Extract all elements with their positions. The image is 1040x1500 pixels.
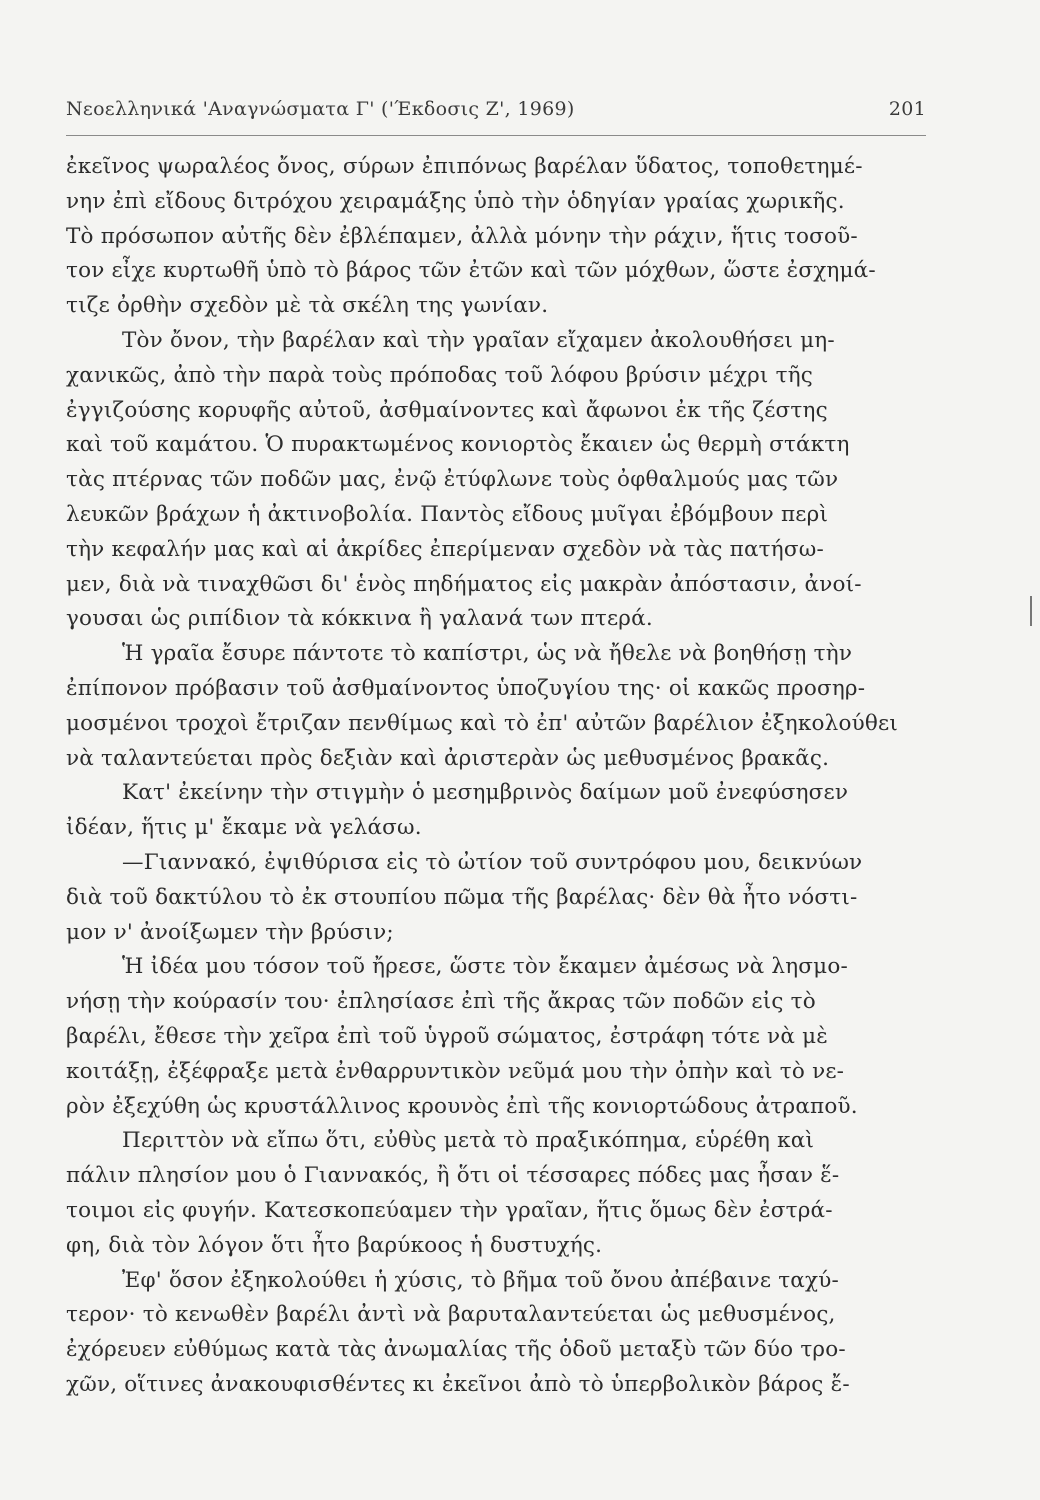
text-line: βαρέλι, ἔθεσε τὴν χεῖρα ἐπὶ τοῦ ὑγροῦ σώματος, ἐστράφη τότε νὰ μὲ: [66, 1023, 828, 1049]
text-line: λευκῶν βράχων ἡ ἀκτινοβολία. Παντὸς εἴδους μυῖγαι ἐβόμβουν περὶ: [66, 501, 829, 527]
running-header: [66, 98, 926, 120]
text-line: τὴν κεφαλήν μας καὶ αἱ ἀκρίδες ἐπερίμεναν σχεδὸν νὰ τὰς πατήσω-: [66, 536, 824, 562]
text-line: —Γιαννακό, ἐψιθύρισα εἰς τὸ ὠτίον τοῦ συντρόφου μου, δεικνύων: [122, 849, 863, 875]
page-number: 201: [888, 98, 926, 120]
running-title: Νεοελληνικά 'Αναγνώσματα Γ' ('Έκδοσις Ζ', 1969): [66, 98, 575, 120]
text-line: ἰδέαν, ἥτις μ' ἔκαμε νὰ γελάσω.: [66, 815, 422, 841]
text-line: Κατ' ἐκείνην τὴν στιγμὴν ὁ μεσημβρινὸς δαίμων μοῦ ἐνεφύσησεν: [122, 780, 849, 806]
text-line: τερον· τὸ κενωθὲν βαρέλι ἀντὶ νὰ βαρυταλαντεύεται ὡς μεθυσμένος,: [66, 1302, 836, 1328]
text-line: Τὸν ὄνον, τὴν βαρέλαν καὶ τὴν γραῖαν εἴχαμεν ἀκολουθήσει μη-: [122, 327, 835, 353]
text-line: Περιττὸν νὰ εἴπω ὅτι, εὐθὺς μετὰ τὸ πραξικόπημα, εὑρέθη καὶ: [122, 1128, 815, 1154]
text-line: τον εἶχε κυρτωθῆ ὑπὸ τὸ βάρος τῶν ἐτῶν καὶ τῶν μόχθων, ὥστε ἐσχημά-: [66, 258, 876, 284]
text-line: νην ἐπὶ εἴδους διτρόχου χειραμάξης ὑπὸ τὴν ὁδηγίαν γραίας χωρικῆς.: [66, 188, 845, 214]
text-line: μεν, διὰ νὰ τιναχθῶσι δι' ἑνὸς πηδήματος εἰς μακρὰν ἀπόστασιν, ἀνοί-: [66, 571, 862, 597]
text-line: μοσμένοι τροχοὶ ἔτριζαν πενθίμως καὶ τὸ ἐπ' αὐτῶν βαρέλιον ἐξηκολούθει: [66, 710, 899, 736]
text-line: φη, διὰ τὸν λόγον ὅτι ἦτο βαρύκοος ἡ δυστυχής.: [66, 1232, 603, 1258]
text-line: μον ν' ἀνοίξωμεν τὴν βρύσιν;: [66, 919, 394, 945]
text-line: ἐπίπονον πρόβασιν τοῦ ἀσθμαίνοντος ὑποζυγίου της· οἱ κακῶς προσηρ-: [66, 675, 866, 701]
margin-mark: [1030, 596, 1032, 626]
text-line: διὰ τοῦ δακτύλου τὸ ἐκ στουπίου πῶμα τῆς βαρέλας· δὲν θὰ ἦτο νόστι-: [66, 884, 858, 910]
header-rule: [66, 135, 926, 136]
text-line: νὰ ταλαντεύεται πρὸς δεξιὰν καὶ ἀριστερὰν ὡς μεθυσμένος βρακᾶς.: [66, 745, 830, 771]
text-line: καὶ τοῦ καμάτου. Ὁ πυρακτωμένος κονιορτὸς ἔκαιεν ὡς θερμὴ στάκτη: [66, 432, 850, 458]
text-line: Τὸ πρόσωπον αὐτῆς δὲν ἐβλέπαμεν, ἀλλὰ μόνην τὴν ράχιν, ἥτις τοσοῦ-: [66, 223, 858, 249]
text-line: κοιτάξῃ, ἐξέφραξε μετὰ ἐνθαρρυντικὸν νεῦμά μου τὴν ὀπὴν καὶ τὸ νε-: [66, 1058, 845, 1084]
text-line: ἐγγιζούσης κορυφῆς αὐτοῦ, ἀσθμαίνοντες καὶ ἄφωνοι ἐκ τῆς ζέστης: [66, 397, 828, 423]
text-line: ἐχόρευεν εὐθύμως κατὰ τὰς ἀνωμαλίας τῆς ὁδοῦ μεταξὺ τῶν δύο τρο-: [66, 1337, 846, 1363]
text-line: ρὸν ἐξεχύθη ὡς κρυστάλλινος κρουνὸς ἐπὶ τῆς κονιορτώδους ἀτραποῦ.: [66, 1093, 858, 1119]
text-line: ἐκεῖνος ψωραλέος ὄνος, σύρων ἐπιπόνως βαρέλαν ὕδατος, τοποθετημέ-: [66, 154, 863, 179]
text-line: τοιμοι εἰς φυγήν. Κατεσκοπεύαμεν τὴν γραῖαν, ἥτις ὅμως δὲν ἐστρά-: [66, 1197, 833, 1223]
text-line: νήσῃ τὴν κούρασίν του· ἐπλησίασε ἐπὶ τῆς ἄκρας τῶν ποδῶν εἰς τὸ: [66, 989, 816, 1015]
text-line: πάλιν πλησίον μου ὁ Γιαννακός, ἢ ὅτι οἱ τέσσαρες πόδες μας ἦσαν ἕ-: [66, 1163, 840, 1189]
text-line: Ἡ ἰδέα μου τόσον τοῦ ἤρεσε, ὥστε τὸν ἔκαμεν ἀμέσως νὰ λησμο-: [122, 954, 848, 980]
text-line: Ἐφ' ὅσον ἐξηκολούθει ἡ χύσις, τὸ βῆμα τοῦ ὄνου ἀπέβαινε ταχύ-: [122, 1267, 839, 1293]
text-line: γουσαι ὡς ριπίδιον τὰ κόκκινα ἢ γαλανά των πτερά.: [66, 606, 653, 632]
text-line: χανικῶς, ἀπὸ τὴν παρὰ τοὺς πρόποδας τοῦ λόφου βρύσιν μέχρι τῆς: [66, 362, 814, 388]
text-line: Ἡ γραῖα ἔσυρε πάντοτε τὸ καπίστρι, ὡς νὰ ἤθελε νὰ βοηθήσῃ τὴν: [122, 641, 853, 667]
text-line: τιζε ὀρθὴν σχεδὸν μὲ τὰ σκέλη της γωνίαν.: [66, 293, 549, 319]
body-text: [66, 150, 932, 1403]
text-line: χῶν, οἵτινες ἀνακουφισθέντες κι ἐκεῖνοι ἀπὸ τὸ ὑπερβολικὸν βάρος ἔ-: [66, 1371, 850, 1397]
text-line: τὰς πτέρνας τῶν ποδῶν μας, ἐνῷ ἐτύφλωνε τοὺς ὀφθαλμούς μας τῶν: [66, 467, 839, 493]
